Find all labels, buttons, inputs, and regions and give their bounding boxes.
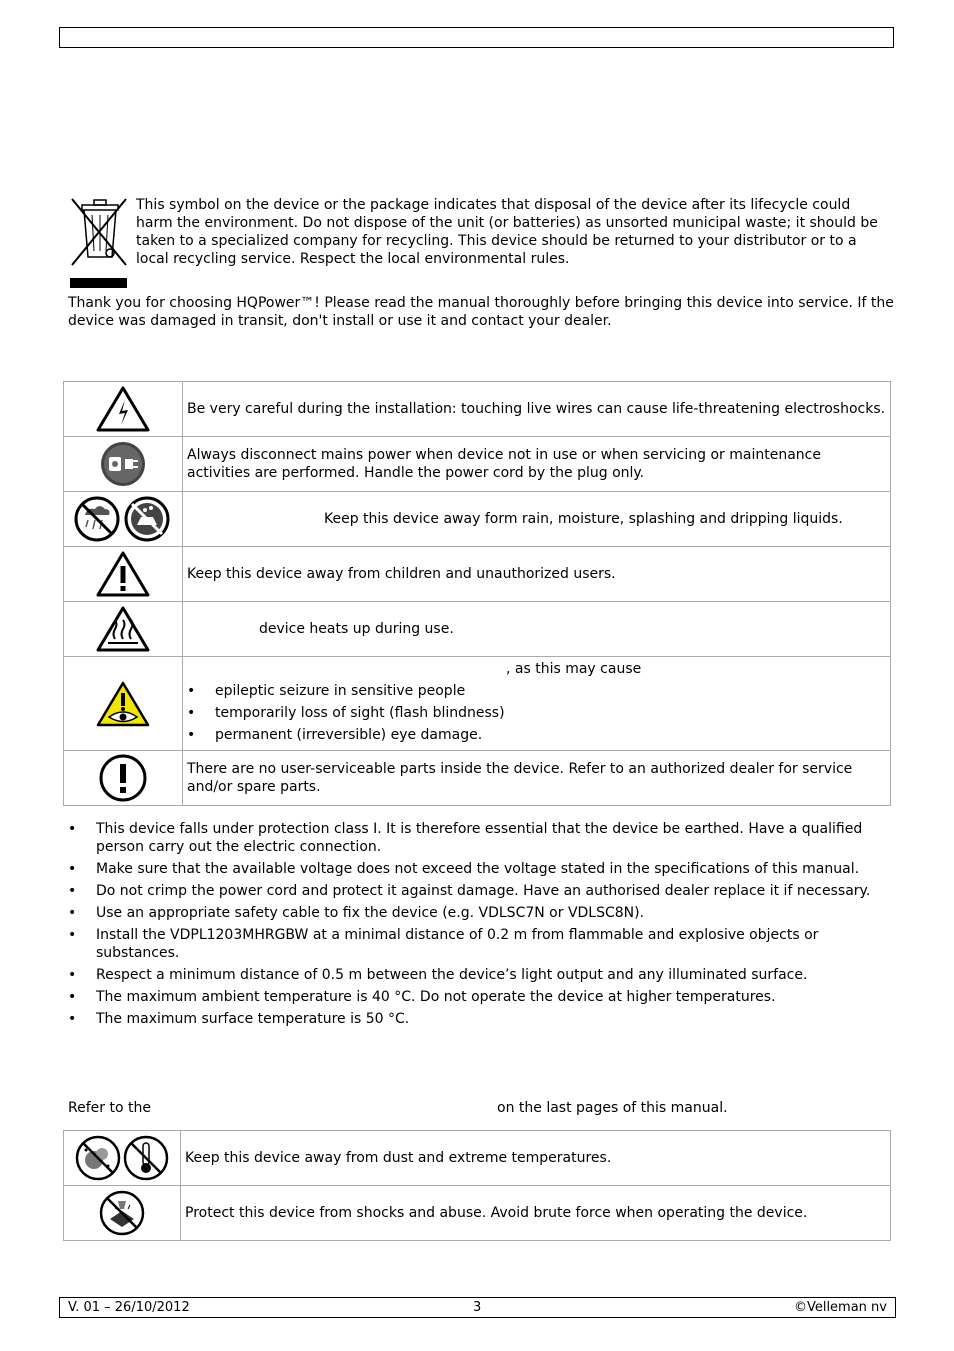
footer-copyright: ©Velleman nv — [793, 1300, 887, 1315]
page-footer — [59, 1297, 896, 1318]
safety-row-text: , as this may cause — [506, 660, 642, 677]
list-item: • Respect a minimum distance of 0.5 m between the device’s light output and any illuminated surface. — [68, 966, 888, 984]
list-item: • Make sure that the available voltage does not exceed the voltage stated in the specifications of this manual. — [68, 860, 888, 878]
refer-right: on the last pages of this manual. — [497, 1100, 728, 1116]
list-item: • Use an appropriate safety cable to fix the device (e.g. VDLSC7N or VDLSC8N). — [68, 904, 888, 922]
disposal-text: This symbol on the device or the package indicates that disposal of the device after its lifecycle could harm the environment. Do not dispose of the unit (or batteries) as unsorted municipal waste; it should be taken to a specialized company for recycling. This device should be returned to your distributor or to a local recycling service. Respect the local environmental rules. — [136, 197, 878, 267]
footer-version: V. 01 – 26/10/2012 — [68, 1300, 190, 1315]
eye-hazard-list — [187, 682, 886, 744]
safety-bullets — [68, 820, 888, 1032]
safety-row — [64, 547, 891, 602]
eye-hazard-icon — [95, 680, 151, 728]
safety-row — [64, 437, 891, 492]
general-row-text: Keep this device away from dust and extreme temperatures. — [181, 1131, 891, 1186]
safety-row — [64, 657, 891, 751]
list-item: • Do not crimp the power cord and protect it against damage. Have an authorised dealer replace it if necessary. — [68, 882, 888, 900]
refer-line — [68, 1099, 888, 1117]
safety-row-text: Keep this device away from children and unauthorized users. — [183, 547, 891, 602]
general-guidelines-table — [63, 1130, 891, 1241]
list-item: • epileptic seizure in sensitive people — [187, 682, 886, 700]
list-item: • temporarily loss of sight (flash blindness) — [187, 704, 886, 722]
footer-page-number: 3 — [473, 1300, 482, 1315]
safety-row — [64, 751, 891, 806]
no-shock-icon — [98, 1189, 146, 1237]
safety-row — [64, 602, 891, 657]
list-item: • Install the VDPL1203MHRGBW at a minimal distance of 0.2 m from flammable and explosive objects or substances. — [68, 926, 888, 962]
safety-row-text: Be very careful during the installation: touching live wires can cause life-threatening electroshocks. — [183, 382, 891, 437]
safety-row — [64, 382, 891, 437]
no-rain-no-splash-icon — [73, 495, 173, 543]
safety-table — [63, 381, 891, 806]
weee-bin-icon — [68, 195, 130, 289]
general-row — [64, 1186, 891, 1241]
disconnect-power-icon — [100, 441, 146, 487]
refer-left: Refer to the — [68, 1100, 151, 1116]
general-row-text: Protect this device from shocks and abuse. Avoid brute force when operating the device. — [181, 1186, 891, 1241]
safety-row-text: Keep this device away form rain, moisture, splashing and dripping liquids. — [183, 492, 891, 547]
safety-row-text: device heats up during use. — [183, 602, 891, 657]
exclamation-circle-icon — [98, 753, 148, 803]
safety-row — [64, 492, 891, 547]
list-item: • The maximum surface temperature is 50 °C. — [68, 1010, 888, 1028]
safety-row-text: There are no user-serviceable parts inside the device. Refer to an authorized dealer for service and/or spare parts. — [183, 751, 891, 806]
intro-text: Thank you for choosing HQPower™! Please read the manual thoroughly before bringing this device into service. If the device was damaged in transit, don't install or use it and contact your dealer. — [68, 295, 894, 329]
general-warning-icon — [95, 550, 151, 598]
general-row — [64, 1131, 891, 1186]
header-box — [59, 27, 894, 48]
no-dust-no-temperature-icon — [72, 1134, 172, 1182]
safety-row-text: Always disconnect mains power when device not in use or when servicing or maintenance activities are performed. Handle the power cord by the plug only. — [183, 437, 891, 492]
hot-surface-icon — [95, 605, 151, 653]
list-item: • permanent (irreversible) eye damage. — [187, 726, 886, 744]
electric-shock-warning-icon — [95, 385, 151, 433]
list-item: • This device falls under protection class I. It is therefore essential that the device be earthed. Have a qualified person carry out the electric connection. — [68, 820, 888, 856]
list-item: • The maximum ambient temperature is 40 °C. Do not operate the device at higher temperatures. — [68, 988, 888, 1006]
